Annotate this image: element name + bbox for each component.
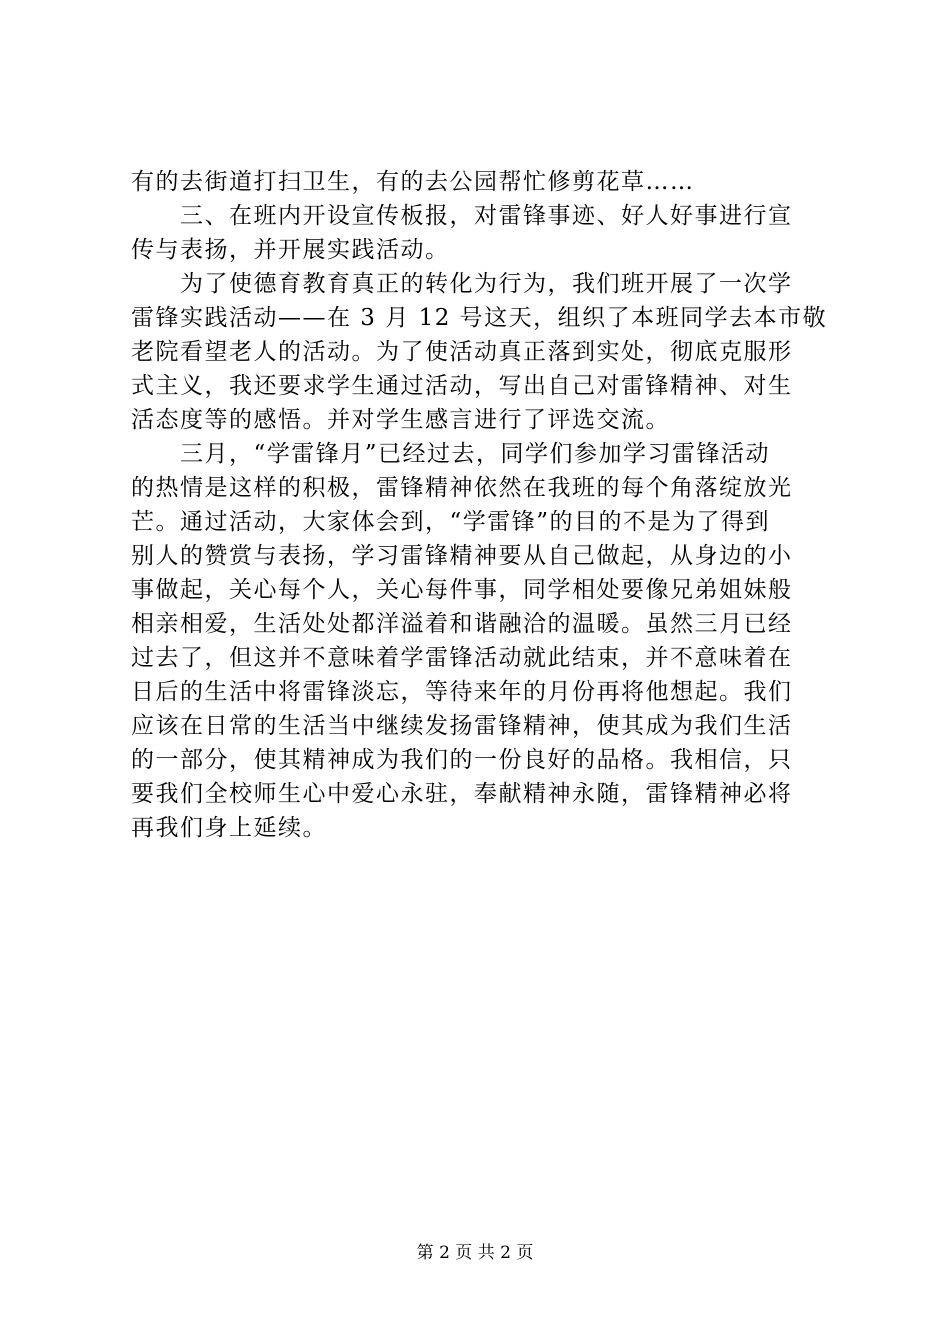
text-line: 应该在日常的生活当中继续发扬雷锋精神，使其成为我们生活: [131, 713, 793, 739]
text-line: 的一部分，使其精神成为我们的一份良好的品格。我相信，只: [131, 747, 793, 773]
text-line: 三、在班内开设宣传板报，对雷锋事迹、好人好事进行宣: [180, 203, 793, 229]
text-line: 三月，“学雷锋月”已经过去，同学们参加学习雷锋活动: [180, 441, 771, 467]
document-body: [131, 165, 831, 845]
text-line: 日后的生活中将雷锋淡忘，等待来年的月份再将他想起。我们: [131, 679, 793, 705]
text-line: 传与表扬，并开展实践活动。: [131, 237, 450, 263]
text-line: 老院看望老人的活动。为了使活动真正落到实处，彻底克服形: [131, 339, 793, 365]
page-number-footer: 第 2 页 共 2 页: [416, 1243, 534, 1263]
text-line: 别人的赞赏与表扬，学习雷锋精神要从自己做起，从身边的小: [131, 543, 793, 569]
text-line: 活态度等的感悟。并对学生感言进行了评选交流。: [131, 407, 670, 433]
text-line: 雷锋实践活动——在 3 月 12 号这天，组织了本班同学去本市敬: [131, 305, 828, 331]
text-line: 的热情是这样的积极，雷锋精神依然在我班的每个角落绽放光: [131, 475, 793, 501]
text-line: 芒。通过活动，大家体会到，“学雷锋”的目的不是为了得到: [131, 509, 771, 535]
text-line: 式主义，我还要求学生通过活动，写出自己对雷锋精神、对生: [131, 373, 793, 399]
text-line: 要我们全校师生心中爱心永驻，奉献精神永随，雷锋精神必将: [131, 781, 793, 807]
text-line: 有的去街道打扫卫生，有的去公园帮忙修剪花草……: [131, 169, 695, 195]
text-line: 再我们身上延续。: [131, 815, 327, 841]
text-line: 过去了，但这并不意味着学雷锋活动就此结束，并不意味着在: [131, 645, 793, 671]
text-line: 相亲相爱，生活处处都洋溢着和谐融洽的温暖。虽然三月已经: [131, 611, 793, 637]
text-line: 为了使德育教育真正的转化为行为，我们班开展了一次学: [180, 271, 793, 297]
text-line: 事做起，关心每个人，关心每件事，同学相处要像兄弟姐妹般: [131, 577, 793, 603]
